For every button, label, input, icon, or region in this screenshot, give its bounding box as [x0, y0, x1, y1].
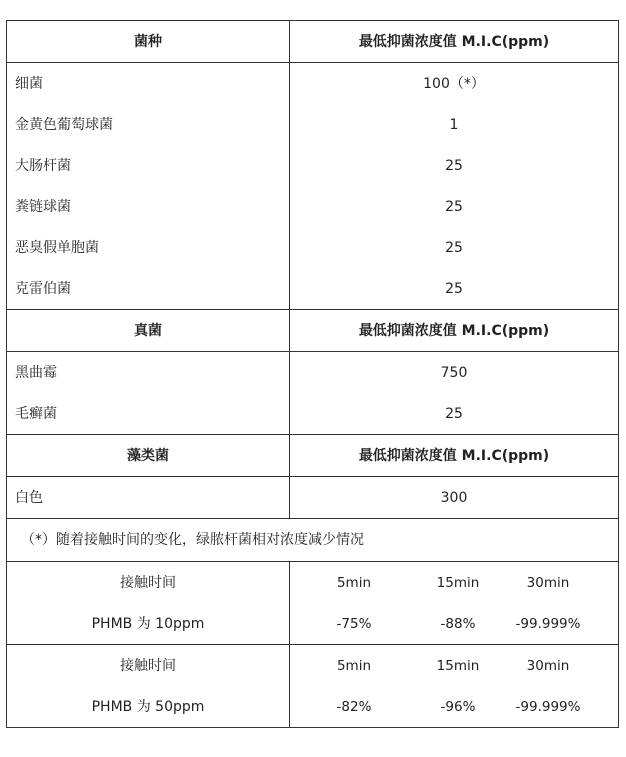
bacteria-header-mic: 最低抑菌浓度值 M.I.C(ppm) — [290, 21, 619, 63]
table-row — [7, 104, 619, 145]
time-value: 5min — [336, 574, 372, 591]
algae-header-mic: 最低抑菌浓度值 M.I.C(ppm) — [290, 435, 619, 477]
contact-time-row — [7, 562, 619, 604]
reduction-value: -75% — [336, 615, 372, 632]
algae-header-species: 藻类菌 — [7, 435, 290, 477]
species-name: 毛癣菌 — [7, 393, 290, 435]
table-row — [7, 352, 619, 394]
note-text: （*）随着接触时间的变化，绿脓杆菌相对浓度减少情况 — [7, 519, 619, 562]
time-value: 15min — [436, 574, 480, 591]
mic-value: 25 — [290, 268, 619, 310]
mic-value: 25 — [290, 393, 619, 435]
table-row — [7, 145, 619, 186]
species-name: 金黄色葡萄球菌 — [7, 104, 290, 145]
mic-value: 1 — [290, 104, 619, 145]
species-name: 细菌 — [7, 63, 290, 105]
reduction-value: -82% — [336, 698, 372, 715]
species-name: 恶臭假单胞菌 — [7, 227, 290, 268]
phmb-label: PHMB 为 50ppm — [7, 686, 290, 728]
fungi-header-mic: 最低抑菌浓度值 M.I.C(ppm) — [290, 310, 619, 352]
species-name: 白色 — [7, 477, 290, 519]
table-row — [7, 393, 619, 435]
species-name: 黑曲霉 — [7, 352, 290, 394]
mic-value: 25 — [290, 186, 619, 227]
algae-header-row — [7, 435, 619, 477]
time-value: 30min — [526, 574, 570, 591]
species-name: 粪链球菌 — [7, 186, 290, 227]
mic-table — [6, 20, 619, 728]
table-row — [7, 186, 619, 227]
reduction-value: -88% — [440, 615, 476, 632]
phmb-label: PHMB 为 10ppm — [7, 603, 290, 645]
mic-value: 750 — [290, 352, 619, 394]
time-value: 15min — [436, 657, 480, 674]
fungi-header-row — [7, 310, 619, 352]
mic-value: 100（*） — [290, 63, 619, 105]
mic-value: 300 — [290, 477, 619, 519]
fungi-header-species: 真菌 — [7, 310, 290, 352]
table-row — [7, 477, 619, 519]
species-name: 克雷伯菌 — [7, 268, 290, 310]
reduction-value: -99.999% — [515, 615, 581, 632]
time-value: 5min — [336, 657, 372, 674]
table-row — [7, 227, 619, 268]
mic-value: 25 — [290, 227, 619, 268]
contact-time-label: 接触时间 — [7, 645, 290, 687]
reduction-value: -96% — [440, 698, 476, 715]
reduction-value: -99.999% — [515, 698, 581, 715]
bacteria-header-species: 菌种 — [7, 21, 290, 63]
contact-time-row — [7, 645, 619, 687]
species-name: 大肠杆菌 — [7, 145, 290, 186]
table-row — [7, 63, 619, 105]
phmb-row — [7, 686, 619, 728]
mic-value: 25 — [290, 145, 619, 186]
time-value: 30min — [526, 657, 570, 674]
table-row — [7, 268, 619, 310]
note-row — [7, 519, 619, 562]
bacteria-header-row — [7, 21, 619, 63]
phmb-row — [7, 603, 619, 645]
contact-time-label: 接触时间 — [7, 562, 290, 604]
